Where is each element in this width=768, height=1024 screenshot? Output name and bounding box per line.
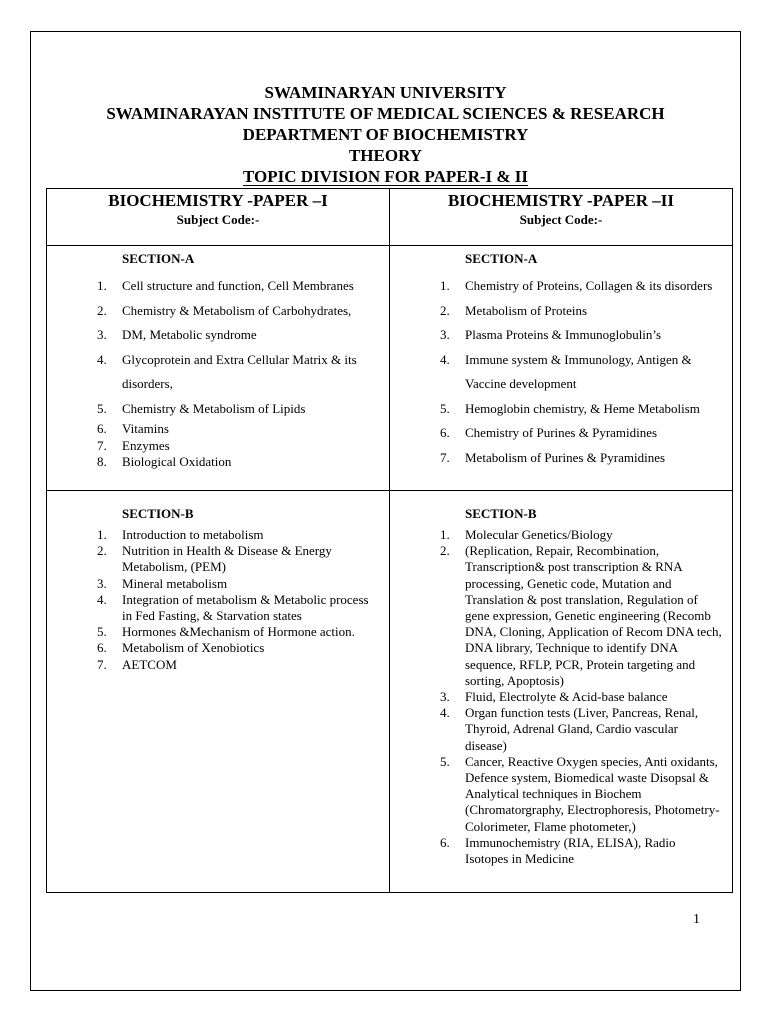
paper1-subject-code: Subject Code:- bbox=[176, 212, 260, 227]
paper1-section-b-cell bbox=[47, 491, 390, 893]
list-item-text: Cell structure and function, Cell Membranes bbox=[122, 278, 354, 293]
list-item-text: Organ function tests (Liver, Pancreas, Renal, Thyroid, Adrenal Gland, Cardio vascular disease) bbox=[465, 705, 699, 753]
list-item bbox=[47, 454, 389, 471]
list-item-number: 2. bbox=[440, 543, 450, 559]
list-item-text: DM, Metabolic syndrome bbox=[122, 327, 257, 342]
paper1-title: BIOCHEMISTRY -PAPER –I bbox=[108, 191, 328, 210]
list-item-number: 8. bbox=[97, 454, 107, 469]
list-item bbox=[390, 397, 732, 422]
list-item-text: Mineral metabolism bbox=[122, 575, 228, 591]
list-item-number: 2. bbox=[97, 302, 107, 318]
list-item-number: 2. bbox=[440, 302, 450, 318]
list-item-number: 5. bbox=[440, 400, 450, 416]
list-item bbox=[390, 543, 732, 689]
list-item bbox=[47, 299, 389, 324]
paper2-section-a-list bbox=[390, 274, 732, 470]
list-item-text: Nutrition in Health & Disease & Energy Metabolism, (PEM) bbox=[122, 543, 332, 575]
university-name: SWAMINARYAN UNIVERSITY bbox=[264, 83, 507, 102]
topic-division-table bbox=[46, 188, 733, 893]
paper2-subject-code: Subject Code:- bbox=[519, 212, 603, 227]
list-item-text: Hemoglobin chemistry, & Heme Metabolism bbox=[465, 400, 700, 416]
list-item-number: 4. bbox=[440, 705, 450, 721]
list-item-text: Enzymes bbox=[122, 437, 170, 453]
list-item bbox=[47, 421, 389, 438]
paper2-section-a-cell bbox=[390, 246, 733, 491]
table-header-row bbox=[47, 189, 733, 246]
list-item bbox=[47, 527, 389, 543]
list-item bbox=[390, 689, 732, 705]
list-item-number: 1. bbox=[97, 278, 107, 293]
list-item bbox=[390, 299, 732, 324]
list-item bbox=[47, 397, 389, 422]
list-item bbox=[47, 657, 389, 673]
list-item-number: 7. bbox=[97, 656, 107, 672]
list-item bbox=[390, 446, 732, 471]
list-item-number: 1. bbox=[440, 278, 450, 293]
list-item-number: 4. bbox=[97, 591, 107, 607]
list-item-text: Molecular Genetics/Biology bbox=[465, 527, 613, 542]
list-item-text: Plasma Proteins & Immunoglobulin’s bbox=[465, 327, 662, 342]
list-item bbox=[47, 323, 389, 348]
list-item-text: Chemistry of Purines & Pyramidines bbox=[465, 425, 658, 440]
section-b-row bbox=[47, 491, 733, 893]
paper2-section-b-title: SECTION-B bbox=[465, 506, 537, 521]
list-item-text: Chemistry & Metabolism of Lipids bbox=[122, 400, 306, 416]
list-item-number: 3. bbox=[97, 575, 107, 591]
list-item bbox=[47, 348, 389, 397]
paper1-section-a-list bbox=[47, 274, 389, 421]
topic-division-heading: TOPIC DIVISION FOR PAPER-I & II bbox=[242, 167, 529, 186]
list-item bbox=[390, 421, 732, 446]
department-name: DEPARTMENT OF BIOCHEMISTRY bbox=[242, 125, 529, 144]
section-a-row bbox=[47, 246, 733, 491]
paper2-section-b-cell bbox=[390, 491, 733, 893]
list-item-text: (Replication, Repair, Recombination, Transcription& post transcription & RNA processing, Genetic code, Mutation and Translation & post translation, Regulation of gene expression, Genetic engineering (Recomb DNA, Cloning, Application of Recom DNA tech, DNA library, Technique to identify DNA sequence, RFLP, PCR, Protein targeting and sorting, Apoptosis) bbox=[465, 543, 722, 688]
list-item-text: AETCOM bbox=[122, 656, 177, 672]
list-item-number: 6. bbox=[440, 425, 450, 440]
list-item-number: 5. bbox=[97, 400, 107, 416]
paper1-section-a-list-cont bbox=[47, 421, 389, 471]
list-item-number: 5. bbox=[97, 624, 107, 640]
list-item-number: 2. bbox=[97, 543, 107, 559]
list-item-number: 7. bbox=[97, 437, 107, 453]
list-item bbox=[47, 438, 389, 455]
list-item-text: Chemistry of Proteins, Collagen & its disorders bbox=[465, 278, 713, 293]
list-item bbox=[390, 835, 732, 867]
list-item bbox=[390, 754, 732, 835]
list-item-text: Hormones &Mechanism of Hormone action. bbox=[122, 624, 355, 640]
list-item bbox=[47, 640, 389, 656]
list-item bbox=[390, 348, 732, 397]
list-item-number: 6. bbox=[97, 421, 107, 436]
list-item bbox=[390, 705, 732, 754]
list-item bbox=[390, 274, 732, 299]
list-item bbox=[47, 543, 389, 575]
document-header bbox=[30, 82, 741, 187]
list-item bbox=[47, 624, 389, 640]
list-item-text: Fluid, Electrolyte & Acid-base balance bbox=[465, 689, 668, 705]
list-item-text: Metabolism of Purines & Pyramidines bbox=[465, 449, 666, 465]
list-item bbox=[47, 274, 389, 299]
paper1-section-a-cell bbox=[47, 246, 390, 491]
theory-heading: THEORY bbox=[348, 146, 423, 165]
list-item-text: Metabolism of Proteins bbox=[465, 302, 588, 318]
paper1-section-b-list bbox=[47, 527, 389, 673]
list-item-number: 1. bbox=[440, 527, 450, 542]
list-item-text: Cancer, Reactive Oxygen species, Anti oxidants, Defence system, Biomedical waste Disopsal & Analytical techniques in Biochem (Chromatorgraphy, Electrophoresis, Photometry-Colorimeter, Flame photometer,) bbox=[465, 753, 720, 834]
paper1-header-cell bbox=[47, 189, 390, 246]
list-item-text: Immune system & Immunology, Antigen & Vaccine development bbox=[465, 351, 692, 391]
page-number: 1 bbox=[693, 912, 700, 927]
list-item-number: 7. bbox=[440, 449, 450, 465]
list-item-text: Introduction to metabolism bbox=[122, 527, 264, 542]
list-item bbox=[47, 576, 389, 592]
paper1-section-b-title: SECTION-B bbox=[122, 506, 194, 521]
paper1-section-a-title: SECTION-A bbox=[122, 251, 195, 266]
list-item-text: Chemistry & Metabolism of Carbohydrates, bbox=[122, 302, 352, 318]
list-item-number: 4. bbox=[440, 351, 450, 367]
list-item-number: 6. bbox=[440, 834, 450, 850]
institute-name: SWAMINARAYAN INSTITUTE OF MEDICAL SCIENCES & RESEARCH bbox=[106, 104, 665, 123]
list-item-text: Metabolism of Xenobiotics bbox=[122, 640, 265, 656]
paper2-header-cell bbox=[390, 189, 733, 246]
list-item-number: 6. bbox=[97, 640, 107, 656]
list-item-text: Integration of metabolism & Metabolic process in Fed Fasting, & Starvation states bbox=[122, 591, 369, 624]
list-item-number: 4. bbox=[97, 351, 107, 367]
paper2-section-a-title: SECTION-A bbox=[465, 251, 538, 266]
paper2-title: BIOCHEMISTRY -PAPER –II bbox=[447, 191, 675, 210]
list-item-number: 5. bbox=[440, 753, 450, 769]
list-item bbox=[390, 527, 732, 543]
list-item-text: Glycoprotein and Extra Cellular Matrix & its disorders, bbox=[122, 351, 357, 391]
list-item-number: 3. bbox=[440, 327, 450, 342]
list-item-text: Biological Oxidation bbox=[122, 454, 232, 469]
list-item-number: 3. bbox=[97, 327, 107, 342]
paper2-section-b-list bbox=[390, 527, 732, 867]
list-item-number: 3. bbox=[440, 689, 450, 705]
list-item bbox=[390, 323, 732, 348]
list-item-number: 1. bbox=[97, 527, 107, 542]
list-item-text: Immunochemistry (RIA, ELISA), Radio Isotopes in Medicine bbox=[465, 834, 676, 867]
list-item-text: Vitamins bbox=[122, 421, 169, 436]
list-item bbox=[47, 592, 389, 624]
